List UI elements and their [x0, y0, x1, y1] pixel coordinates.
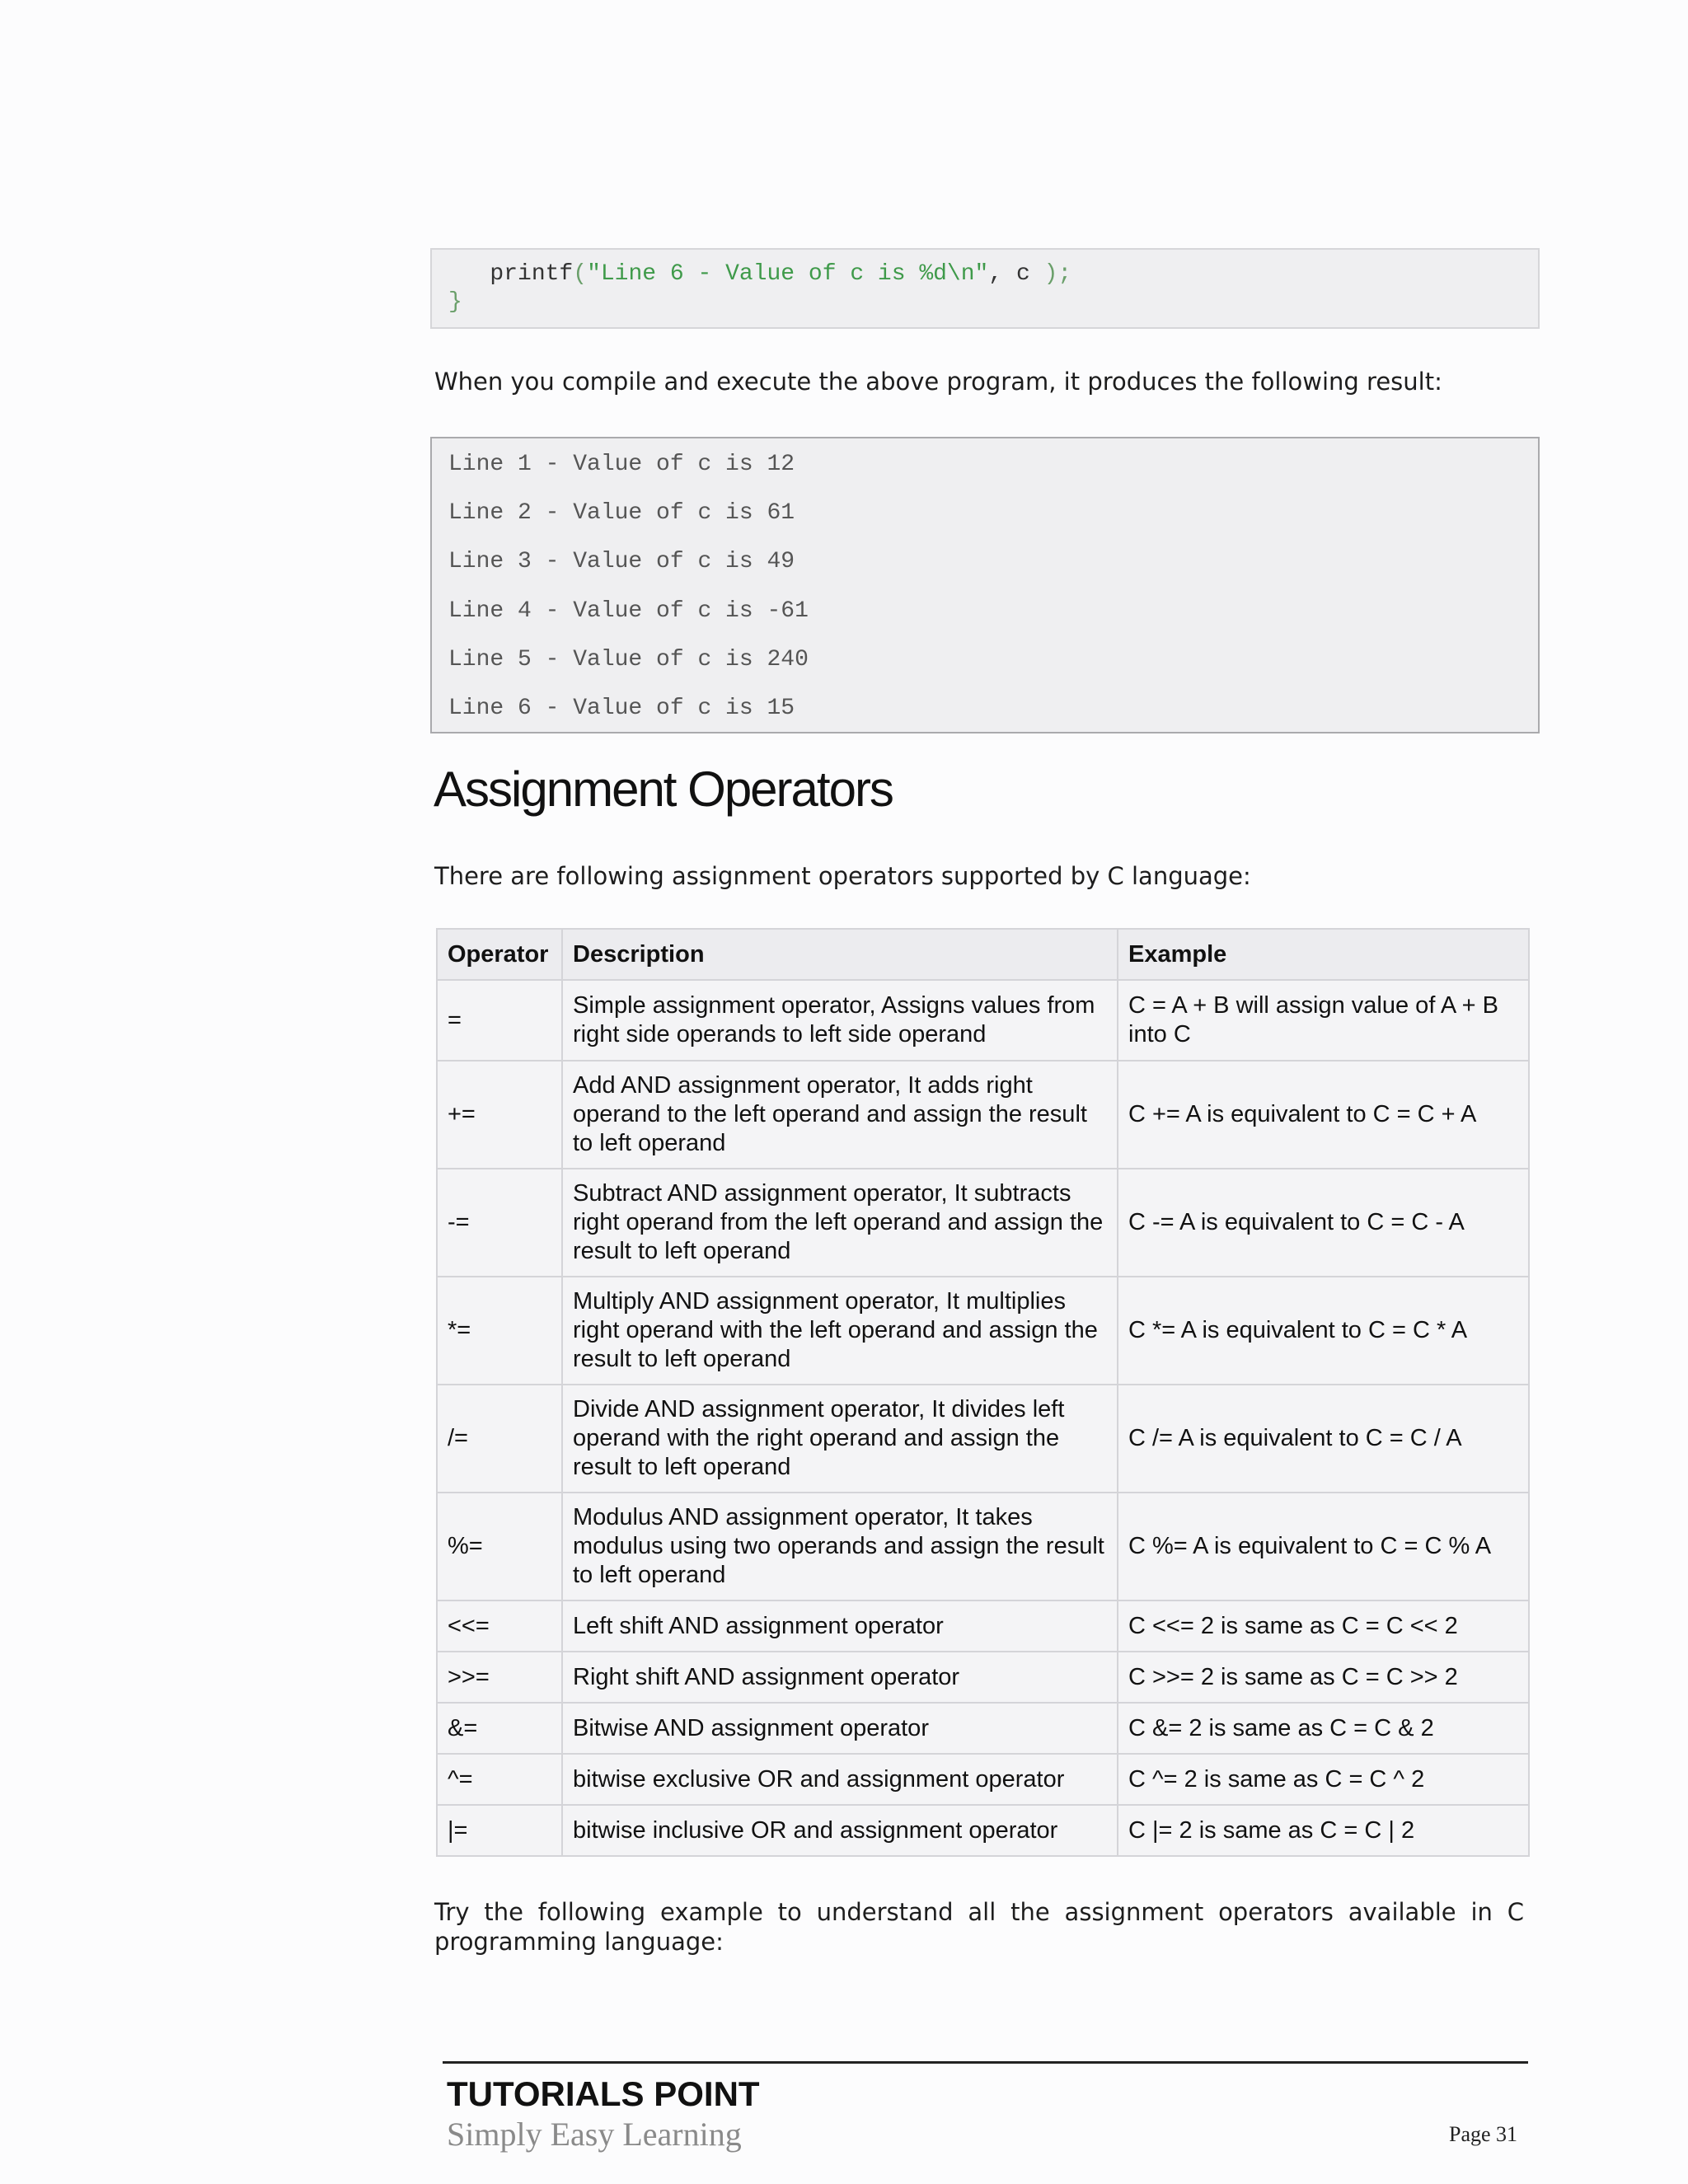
cell-description: Simple assignment operator, Assigns values from right side operands to left side operand [562, 980, 1118, 1061]
cell-example: C >>= 2 is same as C = C >> 2 [1118, 1652, 1529, 1703]
table-row [437, 1493, 1529, 1601]
cell-description: Subtract AND assignment operator, It subtracts right operand from the left operand and assign the result to left operand [562, 1169, 1118, 1277]
cell-operator: += [437, 1061, 562, 1169]
output-line: Line 4 - Value of c is -61 [448, 598, 809, 624]
cell-operator: |= [437, 1805, 562, 1856]
cell-operator: /= [437, 1385, 562, 1493]
header-operator: Operator [437, 929, 562, 980]
page-number: Page 31 [1449, 2122, 1518, 2146]
cell-example: C -= A is equivalent to C = C - A [1118, 1169, 1529, 1277]
code-string: "Line 6 - Value of c is %d\n" [587, 261, 989, 287]
cell-description: Modulus AND assignment operator, It takes modulus using two operands and assign the result to left operand [562, 1493, 1118, 1601]
output-block [430, 437, 1540, 733]
cell-operator: *= [437, 1277, 562, 1385]
cell-description: Multiply AND assignment operator, It multiplies right operand with the left operand and assign the result to left operand [562, 1277, 1118, 1385]
table-row [437, 1385, 1529, 1493]
footer-brand: TUTORIALS POINT [447, 2074, 760, 2113]
section-intro: There are following assignment operators supported by C language: [434, 862, 1251, 890]
cell-example: C %= A is equivalent to C = C % A [1118, 1493, 1529, 1601]
cell-example: C <<= 2 is same as C = C << 2 [1118, 1601, 1529, 1652]
cell-description: bitwise inclusive OR and assignment operator [562, 1805, 1118, 1856]
cell-operator: >>= [437, 1652, 562, 1703]
cell-operator: ^= [437, 1754, 562, 1805]
cell-example: C |= 2 is same as C = C | 2 [1118, 1805, 1529, 1856]
code-paren-open: ( [573, 261, 588, 287]
cell-example: C += A is equivalent to C = C + A [1118, 1061, 1529, 1169]
code-closing-brace: } [448, 289, 462, 315]
output-line: Line 6 - Value of c is 15 [448, 695, 795, 721]
table-header-row [437, 929, 1529, 980]
cell-operator: %= [437, 1493, 562, 1601]
output-line: Line 3 - Value of c is 49 [448, 549, 795, 575]
cell-operator: -= [437, 1169, 562, 1277]
code-args: , c [988, 261, 1044, 287]
cell-example: C *= A is equivalent to C = C * A [1118, 1277, 1529, 1385]
cell-description: bitwise exclusive OR and assignment operator [562, 1754, 1118, 1805]
cell-description: Right shift AND assignment operator [562, 1652, 1118, 1703]
operators-table [436, 928, 1530, 1857]
cell-description: Add AND assignment operator, It adds right operand to the left operand and assign the result to left operand [562, 1061, 1118, 1169]
table-row [437, 1652, 1529, 1703]
cell-description: Left shift AND assignment operator [562, 1601, 1118, 1652]
cell-description: Divide AND assignment operator, It divides left operand with the right operand and assign the result to left operand [562, 1385, 1118, 1493]
header-example: Example [1118, 929, 1529, 980]
footer-divider [443, 2061, 1528, 2064]
result-intro: When you compile and execute the above program, it produces the following result: [434, 368, 1442, 396]
cell-operator: = [437, 980, 562, 1061]
table-row [437, 1601, 1529, 1652]
cell-example: C &= 2 is same as C = C & 2 [1118, 1703, 1529, 1754]
output-line: Line 1 - Value of c is 12 [448, 452, 795, 477]
cell-operator: <<= [437, 1601, 562, 1652]
cell-example: C ^= 2 is same as C = C ^ 2 [1118, 1754, 1529, 1805]
code-fn: printf [490, 261, 574, 287]
section-heading: Assignment Operators [434, 762, 893, 817]
output-line: Line 2 - Value of c is 61 [448, 500, 795, 527]
output-line: Line 5 - Value of c is 240 [448, 646, 809, 673]
cell-example: C = A + B will assign value of A + B into C [1118, 980, 1529, 1061]
table-row [437, 1703, 1529, 1754]
cell-operator: &= [437, 1703, 562, 1754]
cell-description: Bitwise AND assignment operator [562, 1703, 1118, 1754]
table-row [437, 980, 1529, 1061]
header-description: Description [562, 929, 1118, 980]
code-block [430, 248, 1540, 329]
table-row [437, 1169, 1529, 1277]
footer-tagline: Simply Easy Learning [447, 2116, 742, 2153]
table-row [437, 1754, 1529, 1805]
cell-example: C /= A is equivalent to C = C / A [1118, 1385, 1529, 1493]
code-paren-close: ); [1043, 261, 1072, 287]
table-row [437, 1277, 1529, 1385]
closing-paragraph: Try the following example to understand all the assignment operators available in C programming language: [434, 1898, 1524, 1956]
table-row [437, 1061, 1529, 1169]
table-row [437, 1805, 1529, 1856]
